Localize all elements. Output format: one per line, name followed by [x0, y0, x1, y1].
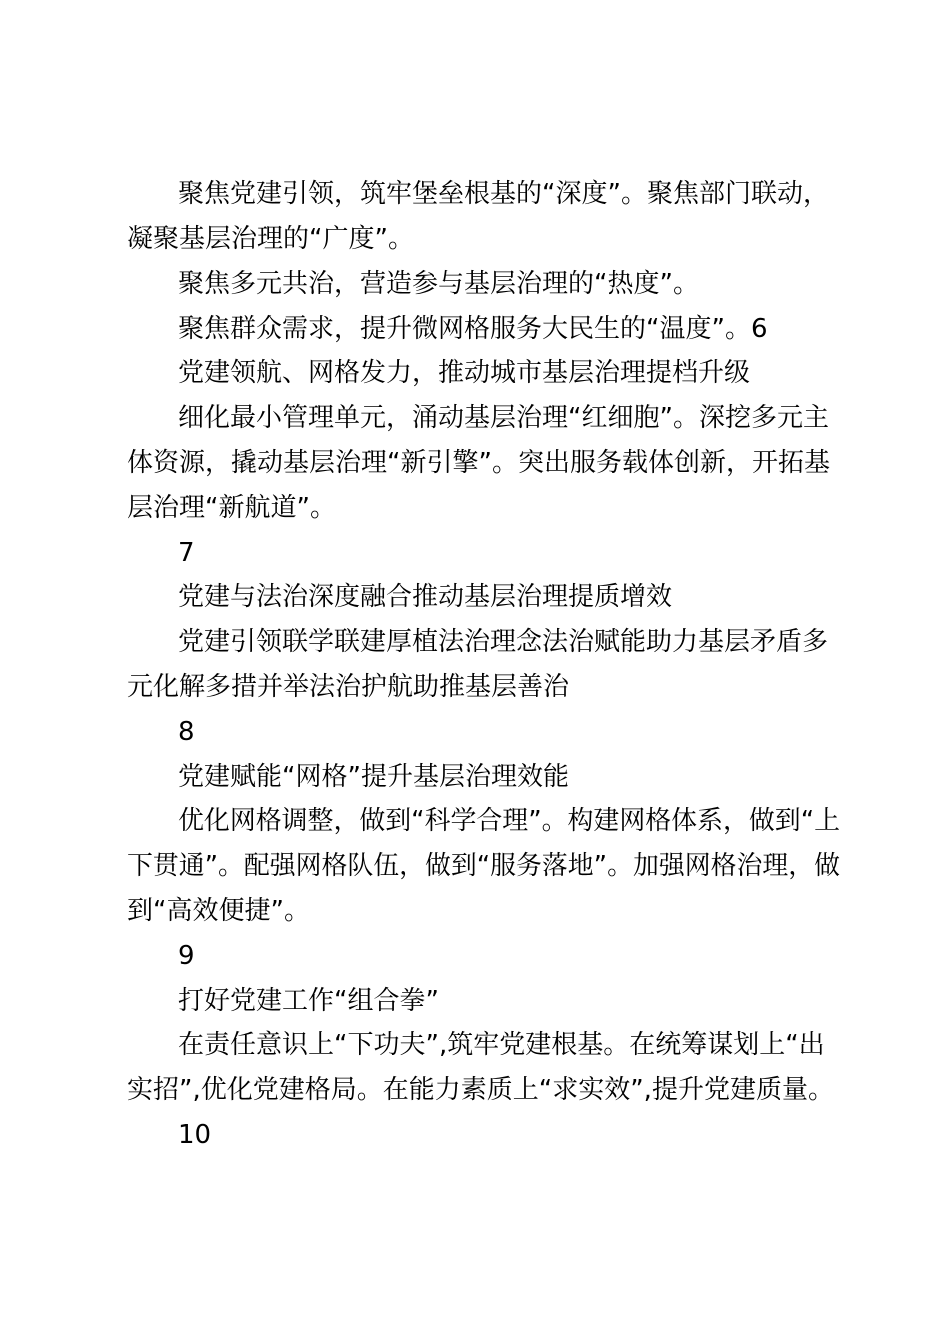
heading-line: 党建赋能“网格”提升基层治理效能	[178, 762, 569, 792]
paragraph-line: 元化解多措并举法治护航助推基层善治	[127, 672, 570, 702]
paragraph-line: 在责任意识上“下功夫”,筑牢党建根基。在统筹谋划上“出	[178, 1030, 825, 1060]
paragraph-line: 实招”,优化党建格局。在能力素质上“求实效”,提升党建质量。	[127, 1075, 834, 1105]
heading-line: 党建与法治深度融合推动基层治理提质增效	[178, 582, 673, 612]
section-number: 7	[178, 538, 195, 568]
paragraph-line: 到“高效便捷”。	[127, 896, 310, 926]
paragraph-line: 细化最小管理单元，涌动基层治理“红细胞”。深挖多元主	[178, 403, 829, 433]
section-number: 8	[178, 717, 195, 747]
paragraph-line: 党建引领联学联建厚植法治理念法治赋能助力基层矛盾多	[178, 627, 829, 657]
paragraph-line: 聚焦群众需求，提升微网格服务大民生的“温度”。6	[178, 314, 768, 344]
paragraph-line: 优化网格调整，做到“科学合理”。构建网格体系，做到“上	[178, 806, 841, 836]
paragraph-line: 凝聚基层治理的“广度”。	[127, 224, 414, 254]
section-number: 10	[178, 1120, 212, 1150]
paragraph-line: 聚焦党建引领，筑牢堡垒根基的“深度”。聚焦部门联动，	[178, 179, 829, 209]
heading-line: 党建领航、网格发力，推动城市基层治理提档升级	[178, 358, 751, 388]
paragraph-line: 下贯通”。配强网格队伍，做到“服务落地”。加强网格治理，做	[127, 851, 840, 881]
paragraph-line: 聚焦多元共治，营造参与基层治理的“热度”。	[178, 269, 699, 299]
heading-line: 打好党建工作“组合拳”	[178, 986, 439, 1016]
paragraph-line: 层治理“新航道”。	[127, 493, 336, 523]
section-number: 9	[178, 941, 195, 971]
paragraph-line: 体资源，撬动基层治理“新引擎”。突出服务载体创新，开拓基	[127, 448, 830, 478]
